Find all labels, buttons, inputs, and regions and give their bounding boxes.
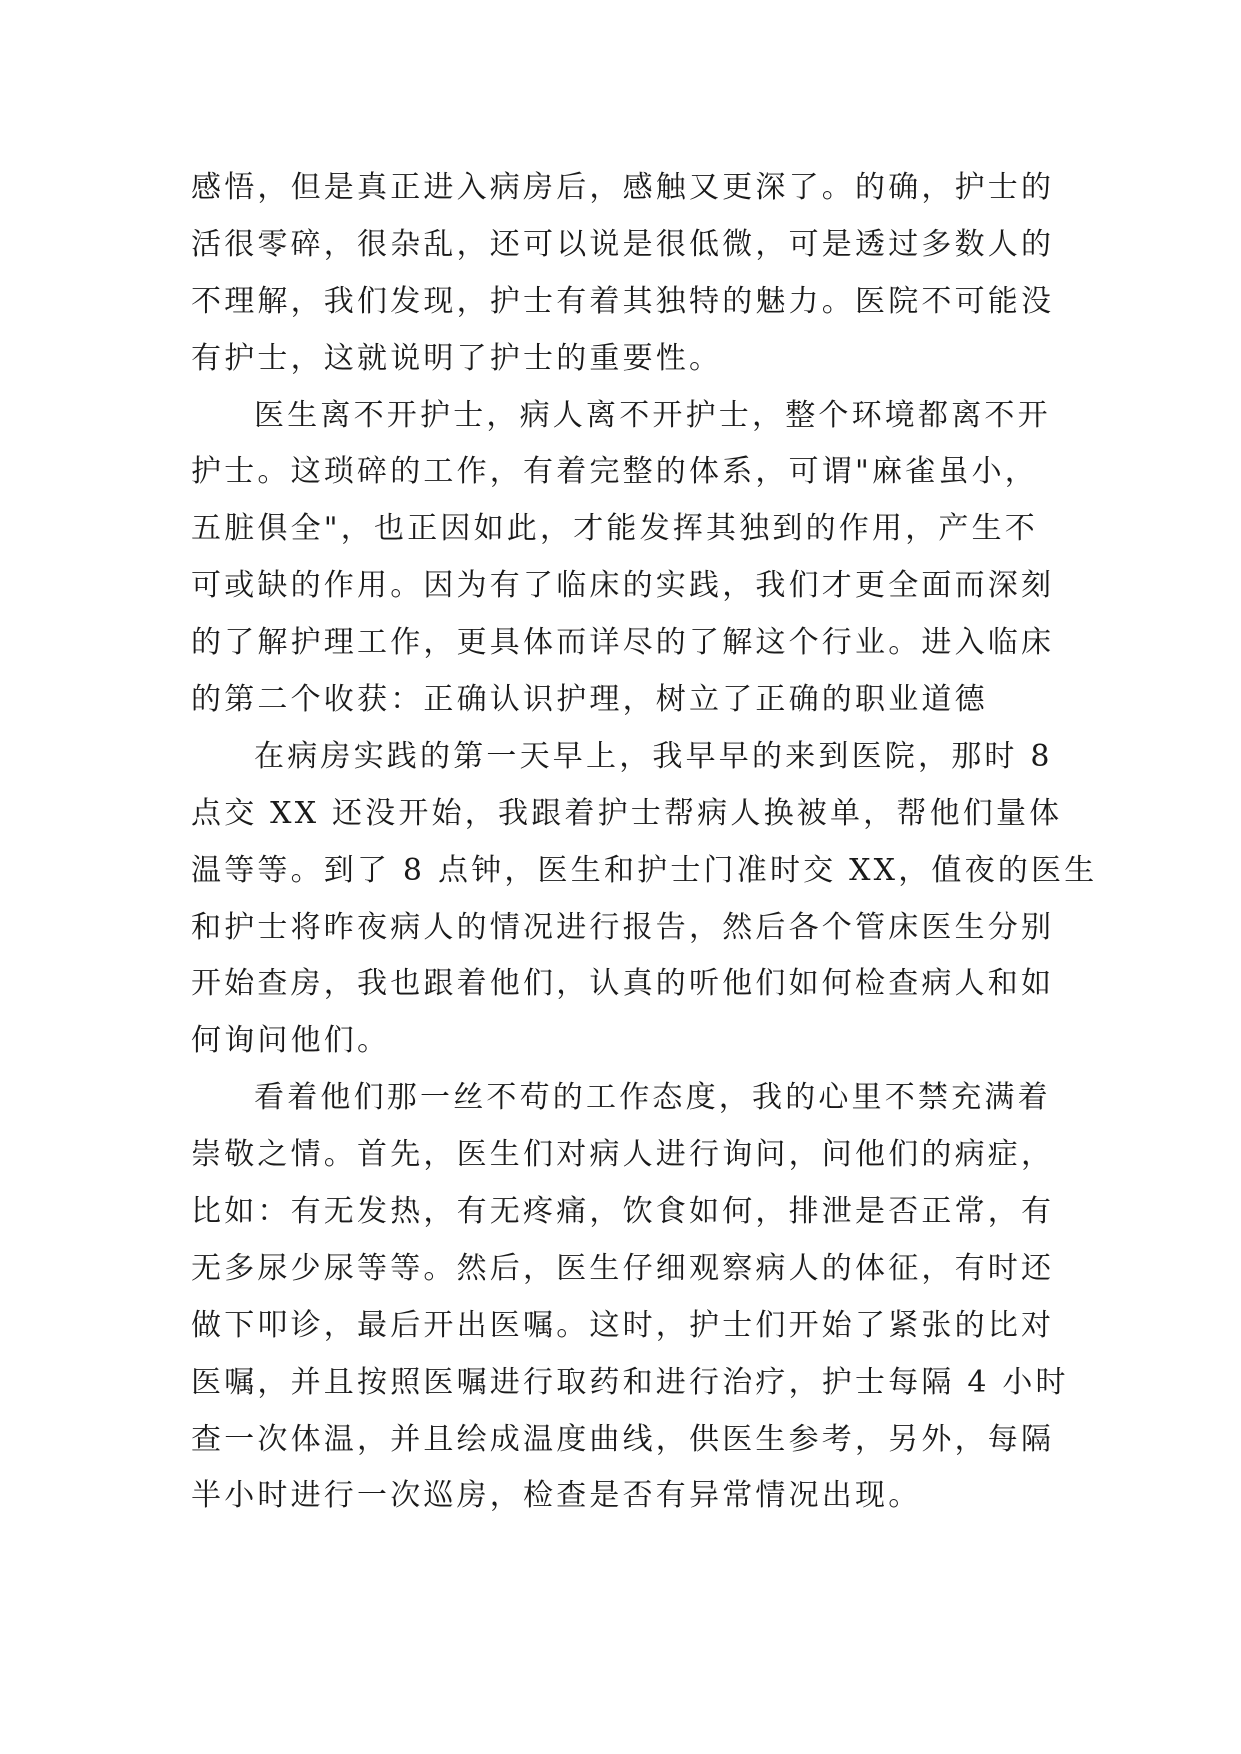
text-line: 不理解，我们发现，护士有着其独特的魅力。医院不可能没 (191, 283, 1055, 319)
text-line: 半小时进行一次巡房，检查是否有异常情况出现。 (191, 1478, 922, 1514)
text-line: 开始查房，我也跟着他们，认真的听他们如何检查病人和如 (191, 966, 1055, 1002)
text-line: 比如：有无发热，有无疼痛，饮食如何，排泄是否正常，有 (191, 1194, 1055, 1230)
paragraph-2 (191, 388, 1055, 729)
text-line: 和护士将昨夜病人的情况进行报告，然后各个管床医生分别 (191, 909, 1055, 945)
paragraph-3 (191, 729, 1098, 1070)
text-line: 何询问他们。 (191, 1023, 391, 1059)
text-line: 护士。这琐碎的工作，有着完整的体系，可谓"麻雀虽小， (191, 454, 1038, 490)
text-line: 无多尿少尿等等。然后，医生仔细观察病人的体征，有时还 (191, 1250, 1055, 1286)
text-line: 有护士，这就说明了护士的重要性。 (191, 340, 723, 376)
text-line: 医生离不开护士，病人离不开护士，整个环境都离不开 (254, 397, 1051, 433)
text-line: 五脏俱全"，也正因如此，才能发挥其独到的作用，产生不 (191, 511, 1038, 547)
text-line: 的第二个收获：正确认识护理，树立了正确的职业道德 (191, 682, 988, 718)
text-line: 崇敬之情。首先，医生们对病人进行询问，问他们的病症， (191, 1137, 1055, 1173)
text-line: 医嘱，并且按照医嘱进行取药和进行治疗，护士每隔 4 小时 (191, 1364, 1069, 1400)
text-line: 查一次体温，并且绘成温度曲线，供医生参考，另外，每隔 (191, 1421, 1055, 1457)
paragraph-1 (191, 160, 1055, 388)
text-line: 可或缺的作用。因为有了临床的实践，我们才更全面而深刻 (191, 568, 1055, 604)
text-line: 的了解护理工作，更具体而详尽的了解这个行业。进入临床 (191, 625, 1055, 661)
document-body (191, 160, 1098, 1525)
text-line: 点交 XX 还没开始，我跟着护士帮病人换被单，帮他们量体 (191, 795, 1063, 831)
text-line: 温等等。到了 8 点钟，医生和护士门准时交 XX，值夜的医生 (191, 852, 1098, 888)
paragraph-4 (191, 1070, 1069, 1525)
text-line: 活很零碎，很杂乱，还可以说是很低微，可是透过多数人的 (191, 226, 1055, 262)
text-line: 做下叩诊，最后开出医嘱。这时，护士们开始了紧张的比对 (191, 1307, 1055, 1343)
text-line: 看着他们那一丝不苟的工作态度，我的心里不禁充满着 (254, 1080, 1051, 1116)
text-line: 感悟，但是真正进入病房后，感触又更深了。的确，护士的 (191, 170, 1055, 205)
text-line: 在病房实践的第一天早上，我早早的来到医院，那时 8 (254, 738, 1053, 774)
